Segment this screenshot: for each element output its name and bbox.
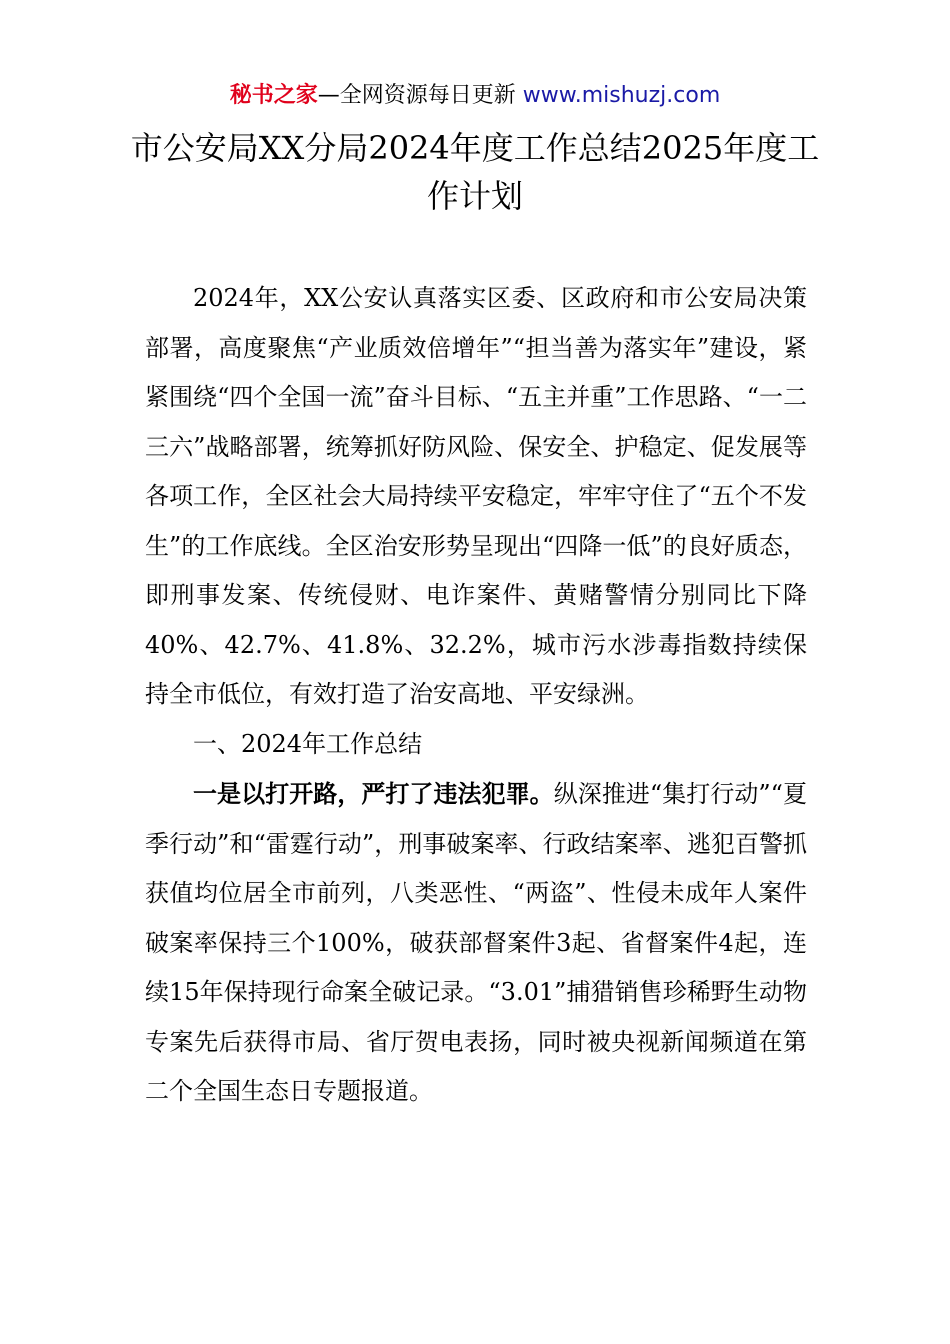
site-tagline: —全网资源每日更新 [317, 83, 516, 108]
summary-paragraph-1 [145, 769, 807, 1117]
brand-name: 秘书之家 [229, 83, 318, 108]
section-heading: 一、2024年工作总结 [193, 729, 423, 758]
document-body [145, 274, 807, 1117]
site-url-link[interactable]: www.mishuzj.com [522, 83, 721, 108]
paragraph-lead: 一是以打开路，严打了违法犯罪。 [193, 779, 554, 808]
document-title: 市公安局XX分局2024年度工作总结2025年度工作计划 [130, 129, 820, 215]
paragraph-body: 纵深推进“集打行动”“夏季行动”和“雷霆行动”，刑事破案率、行政结案率、逃犯百警抓获值均位居全市前列，八类恶性、“两盗”、性侵未成年人案件破案率保持三个100%，破获部督案件3起、省督案件4起，连续15年保持现行命案全破记录。“3.01”捕猎销售珍稀野生动物专案先后获得市局、省厅贺电表扬，同时被央视新闻频道在第二个全国生态日专题报道。 [145, 780, 808, 1105]
site-header [0, 80, 950, 112]
intro-paragraph: 2024年，XX公安认真落实区委、区政府和市公安局决策部署，高度聚焦“产业质效倍增年”“担当善为落实年”建设，紧紧围绕“四个全国一流”奋斗目标、“五主并重”工作思路、“一二三六”战略部署，统筹抓好防风险、保安全、护稳定、促发展等各项工作，全区社会大局持续平安稳定，牢牢守住了“五个不发生”的工作底线。全区治安形势呈现出“四降一低”的良好质态，即刑事发案、传统侵财、电诈案件、黄赌警情分别同比下降40%、42.7%、41.8%、32.2%，城市污水涉毒指数持续保持全市低位，有效打造了治安高地、平安绿洲。 [145, 284, 807, 708]
